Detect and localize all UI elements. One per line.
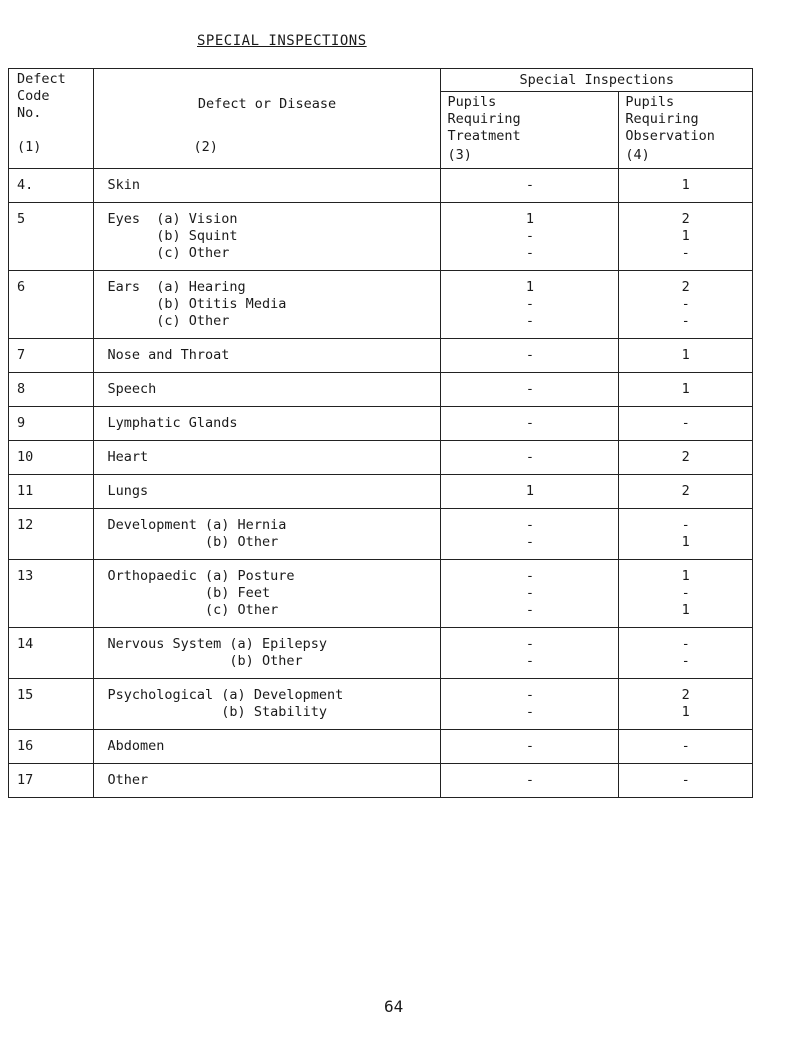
defect-code-cell-line: 15	[17, 687, 34, 703]
observation-cell-line: -	[681, 636, 690, 652]
defect-code-cell-line: 14	[17, 636, 34, 652]
header-text: Requiring	[447, 111, 521, 127]
defect-code-cell	[9, 169, 94, 203]
treatment-cell-line: -	[525, 704, 535, 720]
defect-name-cell-line: Eyes (a) Vision	[107, 211, 238, 227]
observation-cell-line: 1	[681, 602, 690, 618]
defect-code-cell	[9, 203, 94, 271]
observation-cell-line: -	[681, 772, 690, 788]
treatment-cell	[441, 203, 619, 271]
treatment-cell-line: -	[525, 347, 535, 363]
observation-cell	[619, 339, 753, 373]
treatment-cell	[441, 730, 619, 764]
defect-code-cell	[9, 441, 94, 475]
observation-cell	[619, 509, 753, 560]
defect-code-cell-line: 7	[17, 347, 26, 363]
treatment-cell	[441, 407, 619, 441]
observation-cell-line: 1	[681, 177, 690, 193]
treatment-cell-line: -	[525, 381, 535, 397]
treatment-cell-line: -	[525, 585, 535, 601]
header-text: Observation	[625, 128, 715, 144]
defect-name-cell-line: Other	[107, 772, 149, 788]
header-spacer	[17, 122, 93, 139]
header-special-inspections: Special Inspections	[441, 69, 753, 92]
observation-cell	[619, 169, 753, 203]
defect-code-cell	[9, 271, 94, 339]
observation-cell	[619, 560, 753, 628]
treatment-cell-line: -	[525, 738, 535, 754]
table-row	[9, 475, 753, 509]
defect-code-cell-line: 10	[17, 449, 34, 465]
defect-name-cell-line: (b) Other	[107, 534, 279, 550]
header-observation	[619, 92, 753, 169]
defect-name-cell-line: Skin	[107, 177, 141, 193]
page-title: SPECIAL INSPECTIONS	[197, 33, 367, 49]
table-row	[9, 730, 753, 764]
table-row	[9, 560, 753, 628]
defect-name-cell-line: Nose and Throat	[107, 347, 230, 363]
defect-name-cell	[93, 407, 441, 441]
treatment-cell-line: -	[525, 602, 535, 618]
table-row	[9, 373, 753, 407]
observation-cell-line: 2	[681, 211, 690, 227]
observation-cell-line: 1	[681, 228, 690, 244]
treatment-cell	[441, 679, 619, 730]
defect-name-cell	[93, 271, 441, 339]
treatment-cell-line: 1	[525, 483, 535, 499]
defect-code-cell	[9, 628, 94, 679]
defect-name-cell	[93, 475, 441, 509]
observation-cell	[619, 373, 753, 407]
defect-name-cell-line: (b) Feet	[107, 585, 271, 601]
defect-code-cell	[9, 730, 94, 764]
defect-code-cell-line: 8	[17, 381, 26, 397]
treatment-cell-line: 1	[525, 279, 535, 295]
treatment-cell-line: -	[525, 296, 535, 312]
observation-cell-line: -	[681, 517, 690, 533]
treatment-cell-line: -	[525, 245, 535, 261]
treatment-cell-line: -	[525, 449, 535, 465]
treatment-cell-line: -	[525, 687, 535, 703]
defect-name-cell-line: (b) Other	[107, 653, 303, 669]
defect-name-cell-line: (b) Stability	[107, 704, 327, 720]
defect-code-cell-line: 16	[17, 738, 34, 754]
header-defect-disease	[93, 69, 441, 169]
treatment-cell-line: -	[525, 772, 535, 788]
defect-code-cell	[9, 373, 94, 407]
treatment-cell	[441, 509, 619, 560]
table-row	[9, 339, 753, 373]
treatment-cell	[441, 169, 619, 203]
header-text: Defect or Disease	[197, 96, 337, 112]
table-row	[9, 441, 753, 475]
observation-cell-line: 1	[681, 347, 690, 363]
treatment-cell-line: 1	[525, 211, 535, 227]
defect-name-cell	[93, 169, 441, 203]
defect-name-cell-line: (b) Squint	[107, 228, 238, 244]
page-number: 64	[384, 997, 404, 1016]
treatment-cell	[441, 339, 619, 373]
table-row	[9, 203, 753, 271]
treatment-cell	[441, 271, 619, 339]
defect-code-cell-line: 11	[17, 483, 34, 499]
treatment-cell	[441, 475, 619, 509]
observation-cell-line: 1	[681, 568, 690, 584]
defect-code-cell-line: 12	[17, 517, 34, 533]
defect-name-cell	[93, 203, 441, 271]
defect-name-cell	[93, 509, 441, 560]
header-treatment	[441, 92, 619, 169]
header-defect-code	[9, 69, 94, 169]
observation-cell-line: 1	[681, 704, 690, 720]
defect-name-cell-line: Ears (a) Hearing	[107, 279, 246, 295]
defect-code-cell-line: 17	[17, 772, 34, 788]
defect-name-cell	[93, 339, 441, 373]
defect-name-cell-line: Nervous System (a) Epilepsy	[107, 636, 327, 652]
observation-cell	[619, 679, 753, 730]
header-text: Treatment	[447, 128, 521, 144]
observation-cell	[619, 764, 753, 798]
defect-code-cell	[9, 339, 94, 373]
treatment-cell-line: -	[525, 415, 535, 431]
header-text: No.	[17, 105, 42, 121]
table-row	[9, 407, 753, 441]
defect-name-cell	[93, 441, 441, 475]
defect-code-cell	[9, 764, 94, 798]
defect-name-cell	[93, 764, 441, 798]
observation-cell	[619, 730, 753, 764]
defect-code-cell-line: 5	[17, 211, 26, 227]
defect-name-cell-line: (c) Other	[107, 245, 230, 261]
header-text: (1)	[17, 139, 42, 155]
defect-name-cell-line: Orthopaedic (a) Posture	[107, 568, 295, 584]
observation-cell	[619, 271, 753, 339]
observation-cell	[619, 475, 753, 509]
treatment-cell-line: -	[525, 568, 535, 584]
observation-cell-line: 1	[681, 534, 690, 550]
observation-cell-line: 2	[681, 483, 690, 499]
header-text: Code	[17, 88, 50, 104]
observation-cell-line: -	[681, 653, 690, 669]
treatment-cell-line: -	[525, 636, 535, 652]
treatment-cell-line: -	[525, 517, 535, 533]
header-text: Defect	[17, 71, 66, 87]
defect-name-cell-line: Development (a) Hernia	[107, 517, 287, 533]
defect-name-cell-line: (c) Other	[107, 602, 279, 618]
defect-name-cell	[93, 730, 441, 764]
defect-code-cell-line: 6	[17, 279, 26, 295]
treatment-cell-line: -	[525, 313, 535, 329]
header-text: (3)	[447, 147, 472, 163]
defect-name-cell-line: Psychological (a) Development	[107, 687, 344, 703]
header-text: Pupils	[447, 94, 497, 110]
treatment-cell-line: -	[525, 177, 535, 193]
defect-name-cell-line: Abdomen	[107, 738, 165, 754]
treatment-cell	[441, 560, 619, 628]
table-row	[9, 764, 753, 798]
defect-code-cell	[9, 509, 94, 560]
defect-name-cell-line: (c) Other	[107, 313, 230, 329]
treatment-cell	[441, 441, 619, 475]
special-inspections-table	[8, 68, 753, 798]
table-row	[9, 169, 753, 203]
observation-cell-line: -	[681, 738, 690, 754]
treatment-cell-line: -	[525, 653, 535, 669]
header-text: Pupils	[625, 94, 675, 110]
defect-code-cell	[9, 475, 94, 509]
observation-cell-line: -	[681, 415, 690, 431]
observation-cell	[619, 407, 753, 441]
header-text: (4)	[625, 147, 650, 163]
defect-code-cell	[9, 407, 94, 441]
defect-code-cell-line: 4.	[17, 177, 34, 193]
observation-cell-line: 1	[681, 381, 690, 397]
table-row	[9, 628, 753, 679]
table-row	[9, 271, 753, 339]
treatment-cell-line: -	[525, 534, 535, 550]
observation-cell-line: 2	[681, 279, 690, 295]
defect-code-cell	[9, 560, 94, 628]
header-text: Requiring	[625, 111, 699, 127]
defect-name-cell-line: (b) Otitis Media	[107, 296, 287, 312]
defect-name-cell-line: Speech	[107, 381, 157, 397]
table-body	[9, 169, 753, 798]
treatment-cell	[441, 764, 619, 798]
header-row-1	[9, 69, 753, 92]
defect-name-cell-line: Lymphatic Glands	[107, 415, 238, 431]
defect-name-cell	[93, 560, 441, 628]
treatment-cell	[441, 373, 619, 407]
observation-cell	[619, 628, 753, 679]
treatment-cell	[441, 628, 619, 679]
defect-name-cell	[93, 373, 441, 407]
defect-code-cell-line: 9	[17, 415, 26, 431]
defect-name-cell-line: Heart	[107, 449, 149, 465]
observation-cell-line: -	[681, 585, 690, 601]
header-text: (2)	[193, 139, 218, 155]
defect-code-cell-line: 13	[17, 568, 34, 584]
table-row	[9, 509, 753, 560]
observation-cell-line: 2	[681, 687, 690, 703]
defect-code-cell	[9, 679, 94, 730]
table-row	[9, 679, 753, 730]
defect-name-cell	[93, 628, 441, 679]
observation-cell-line: -	[681, 313, 690, 329]
observation-cell	[619, 441, 753, 475]
observation-cell-line: 2	[681, 449, 690, 465]
defect-name-cell	[93, 679, 441, 730]
observation-cell-line: -	[681, 296, 690, 312]
treatment-cell-line: -	[525, 228, 535, 244]
defect-name-cell-line: Lungs	[107, 483, 149, 499]
observation-cell-line: -	[681, 245, 690, 261]
observation-cell	[619, 203, 753, 271]
